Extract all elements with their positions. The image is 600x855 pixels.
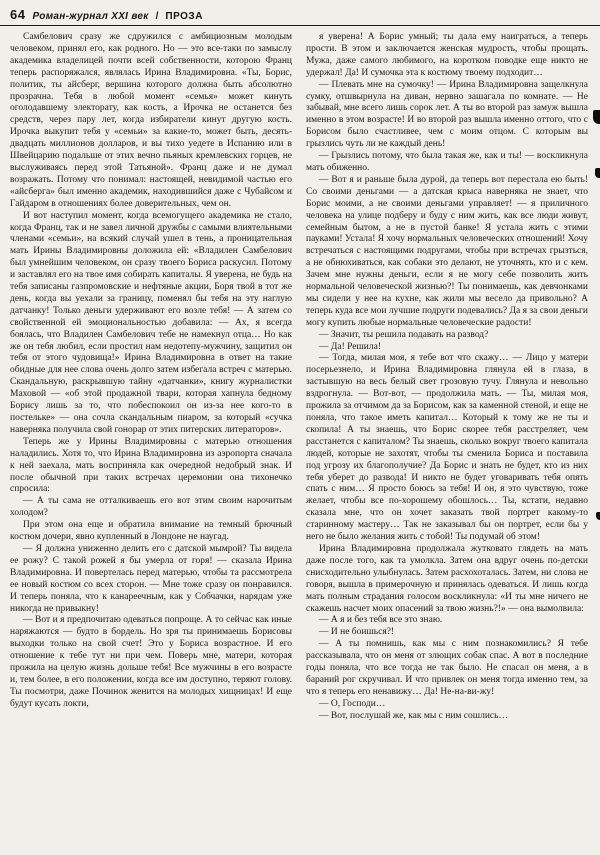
paragraph: Ирина Владимировна продолжала жутковато глядеть на мать даже после того, как та умолкла. Затем она вдруг очень по-детски снисходительно улыбнулась. Затем расхохоталась. Затем, ни слова не говоря, вышла в примерочную и принялась одеваться. И лишь когда мать полным страдания голосом воскликнула: «И ты мне ничего не скажешь насчет моих опасений за твою жизнь?!» — она вымолвила: [306,543,588,614]
paragraph: — И не боишься?! [319,627,395,638]
journal-title: Роман-журнал XXI век [32,11,149,22]
left-column [10,32,292,723]
paragraph: — А ты помнишь, как мы с ним познакомились? Я тебе рассказывала, что он меня от злющих собак спас. А вот в последние годы поняла, что все тогда не так было. Не спасал он меня, а в бараний рог скручивал. И что привлек он меня тогда именно тем, за что я теперь его ненавижу… Да! Не-на-ви-жу! [306,639,588,697]
paragraph: я уверена! А Борис умный; ты дала ему наиграться, а теперь прости. В этом и заключается женская мудрость, чтобы прощать. Мужа, даже самого любимого, на коротком поводке еще никто не удержал! Да! И сумочка эта к костюму твоему подходит… [306,32,588,78]
paragraph: При этом она еще и обратила внимание на темный брючный костюм дочери, явно купленный в Лондоне не наугад. [10,520,292,543]
page-header [0,0,600,26]
paragraph: — Грызлись потому, что была такая же, как и ты! — воскликнула мать обиженно. [306,151,588,173]
paragraph: — А ты сама не отталкиваешь его вот этим своим нарочитым холодом? [10,496,292,519]
section-title: ПРОЗА [165,11,203,22]
paragraph: — Вот и я предпочитаю одеваться попроще. А то сейчас как иные наряжаются — будто в бордель. Но зря ты принимаешь Борисовы выходки только на свой счет! Это у Бориса возрастное. И его отношение к тебе тут ни при чем. Поверь мне, матери, которая прожила на целую жизнь дольше тебя! Все мужчины в его возрасте и, тем более, в его положении, когда все им доступно, теряют голову. Ты посмотри, даже Починок женится на молодых хищницах! И еще будут кусать локти, [10,615,292,709]
paragraph: И вот наступил момент, когда всемогущего академика не стало, когда Франц, так и не завел личной дружбы с самыми влиятельными членами «семьи», на всякий случай ушел в тень, а проницательная мать Ирины Владимировны доложила ей: «Владилен Самбелович был умнейшим человеком, он сразу твоего Бориса раскусил. Потому и заставлял его на твое имя собирать капиталы. Я уверена, не будь на тебя записаны газпромовские и нефтяные акции, Боря твой в тот же день, когда вы уехали за границу, поменял бы тебя на эту наглую датчанку! Только деньги удерживают его возле тебя! — А затем со свойственной ей эмоциональностью добавила: — Ах, я всегда боялась, что Владилен Самбелович тебе не намекнул отца… Но как же он тебя любил, если простил нам недотепу-мужчину, защитил он тебя от этого чудовища!» Ирина Владимировна в ответ на такие обидные для нее слова очень долго затем избегала встреч с матерью. Скандальную, раскрывшую тайну «датчанки», книгу журналистки Маховой — «об этой продажной твари, которая хапнула бедному Борису лишь за то, что побеспокоил он из-за нее кого-то в постельке» — она сочла скандальным пиаром, за который «сучка наверняка получила свой гонорар от этих питерских литераторов». [10,210,292,435]
right-column [306,32,588,723]
paragraph: — Вот я и раньше была дурой, да теперь вот перестала ею быть! Со своими деньгами — а датская крыса наверняка не знает, что Борис моими, а не своими деньгами управляет! — я приличного человека на улице подберу и буду с ним жить, как все люди живут, семейным бытом, а не в пустой банке! Я устала жить с этими пауками! Устала! Я хочу нормальных человеческих отношений! Хочу встречаться с настоящими подругами, чтобы при встречах грызться, а не обнюхиваться, как собаки это делают, не уточнять, кто и с кем. Зачем мне нужны деньги, если я не могу себе позволить жить нормальной человеческой жизнью?! Ты понимаешь, как девчонками мы сидели у нее на кухне, как жили мы весело да привольно? А теперь куда все мои лучшие подруги подевались? Да я за свои деньги могу купить любые нормальные человеческие радости! [306,174,589,328]
header-separator: / [155,11,159,22]
paragraph: — Да! Решила! [319,341,382,352]
paragraph: Теперь же у Ирины Владимировны с матерью отношения наладились. Хотя то, что Ирина Владимировна из аэропорта сначала к ней заехала, мать восприняла как очередной недобрый знак. И после обычной при таких встречах церемонии она тихонечко спросила: [10,436,292,495]
paragraph: — О, Господи… [319,698,386,709]
paragraph: — А я и без тебя все это знаю. [319,615,443,626]
scan-artifact [596,512,600,520]
paragraph: — Я должна униженно делить его с датской мымрой? Ты видела ее рожу? С такой рожей я бы умерла от горя! — сказала Ирина Владимировна. И повертелась перед матерью, чтобы та рассмотрела ее новый костюм со всех сторон. — Мне тоже сразу он понравился. И теперь поняла, что к канареечным, как у Собчачки, нарядам уже никогда не привыкну! [10,543,292,614]
text-columns [0,26,600,731]
paragraph: — Вот, послушай же, как мы с ним сошлись… [319,710,508,721]
paragraph: — Значит, ты решила подавать на развод? [319,329,489,340]
paragraph: — Плевать мне на сумочку! — Ирина Владимировна защелкнула сумку, отшвырнула на диван, нервно зашагала по комнате. — Не забывай, мне всего лишь сорок лет. А ты во второй раз замуж вышла именно в этом возрасте! И во второй раз вышла именно оттого, что с Борисом было счастливее, чем с моим отцом. С которым вы грызлись чуть ли не каждый день! [306,79,588,150]
page-number: 64 [10,7,26,22]
paragraph: Самбелович сразу же сдружился с амбициозным молодым человеком, принял его, как родного. Но — это все-таки по замыслу академика владелицей почти всей собственности, которою Франц теперь распоряжался, являлась Ирина Владимировна. «Ты, Борис, политик, ты айсберг, вершина которого должна быть абсолютно прозрачна. Тебя в любой момент «семья» может кинуть оголодавшему электорату, как кость, а Ирочка не останется без средств, через пару лет, когда избиратели кинут другую кость. Ирочка выкупит тебя у «семьи» за какие-то, может быть, десять-двадцать миллионов долларов, и вы тихо уедете в Испанию или в Швейцарию подальше от этих вечно пьяных кремлевских горцев, не выслуживаясь перед этой Татьяной». Франц даже и не думал возражать. Потому что понимал: настоящей, невидимой частью его «айсберга» был именно академик, находившийся даже с Чубайсом и Гайдаром в отношениях более доверительных, чем он. [10,32,292,209]
scan-artifact [593,110,600,124]
paragraph: — Тогда, милая моя, я тебе вот что скажу… — Лицо у матери посерьезнело, и Ирина Владимировна глянула ей в глаза, в застывшую на весь белый свет грозовую тучу. Глянула и невольно вздрогнула. — Вот-вот, — продолжила мать. — Ты, милая моя, прожила за отчимом да за Борисом, как за каменной стеной, и еще не поняла, что такое иметь капитал… Который к тому же не ты и скопила! А ты знаешь, что Борис скорее тебя расстреляет, чем расстанется с капиталом? Ты знаешь, сколько вокруг твоего капитала людей, которые не захотят, чтобы ты сменила Бориса и поставила под угрозу их благополучие? Да Борис и знать не будет, кто из них тебя уберет до развода! И никто не будет уговаривать тебя опять спать с ним… Я просто боюсь за тебя! И он, я это чувствую, тоже желает, чтобы все по-хорошему обошлось… Ты, кстати, недавно сказала мне, что он хочет заказать твой портрет какому-то старинному мастеру… Так не заказывал бы он портрет, если бы у него не было желания жить с тобой! Ты подумай об этом! [306,353,588,543]
scan-artifact [595,168,600,178]
